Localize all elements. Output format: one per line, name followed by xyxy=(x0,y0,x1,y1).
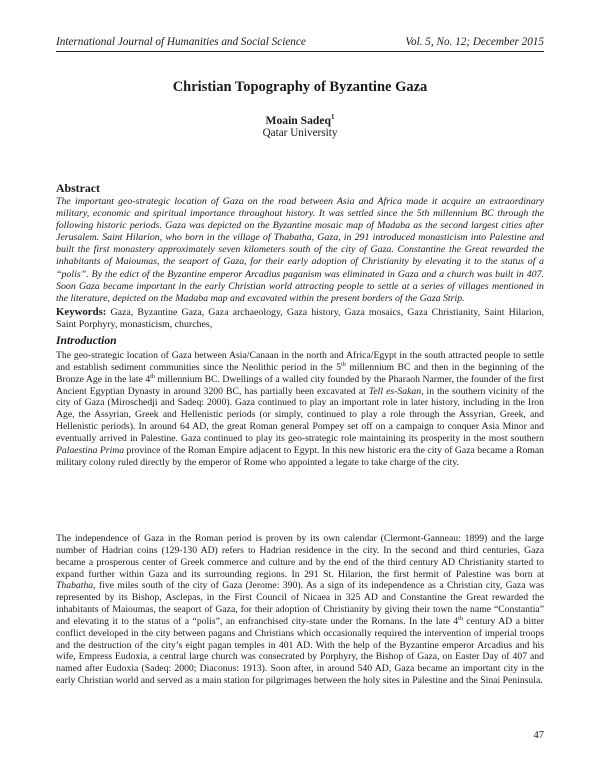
keywords-list: Gaza, Byzantine Gaza, Gaza archaeology, Gaza history, Gaza mosaics, Gaza Christianity, Saint Hilarion, Saint Porphyry, monasticism, churches, xyxy=(56,307,544,330)
issue-info: Vol. 5, No. 12; December 2015 xyxy=(405,36,544,48)
author-name xyxy=(56,113,544,127)
introduction-paragraph-1 xyxy=(56,350,544,468)
p2-text-a: The independence of Gaza in the Roman period is proven by its own calendar (Clermont-Ganneau: 1899) and the large number of Hadrian coins (129-130 AD) refers to Hadrian residence in the city. In the second and third centuries, Gaza became a prosperous center of Greek commerce and culture and by the end of the third century AD Christianity started to expand further within Gaza and its surrounding regions. In 291 St. Hilarion, the first hermit of Palestine was born at xyxy=(56,533,544,580)
p1-text-a: The geo-strategic location of Gaza between Asia/Canaan in the north and Africa/Egypt in the south attracted people to settle and establish sediment communities since the Neolithic period in the 5 xyxy=(56,350,544,373)
running-header xyxy=(56,36,544,48)
p2-italic-1: Thabatha xyxy=(56,580,94,592)
p1-text-d: , in the southern vicinity of the city of Gaza (Miroschedji and Sadeq: 2000). Gaza continued to play an important role in later history, including in the Iron Age, the Assyrian, Greek and Hellenistic periods (or simply, continued to play a role through the Assyrian, Greek, and Hellenistic periods). In around 64 AD, the great Roman general Pompey set off on a campaign to conquer Asia Minor and eventually arrived in Palestine. Gaza continued to play its geo-strategic role maintaining its prosperity in the most southern xyxy=(56,385,545,444)
p2-text-b: , five miles south of the city of Gaza (Jerome: 390). As a sign of its independence as a Christian city, Gaza was represented by its Bishop, Asclepas, in the First Council of Nicaea in 325 AD and Constantine the Great rewarded the inhabitants of Maioumas, the seaport of Gaza, for their adoption of Christianity by giving their town the name “Constantia” and elevating it to the status of a “polis”, an enfranchised city-state under the Romans. In the late 4 xyxy=(56,580,544,627)
p1-sup-2: th xyxy=(150,373,155,380)
author-affiliation: Qatar University xyxy=(262,127,338,139)
p1-sup-1: th xyxy=(341,361,346,368)
abstract-text: The important geo-strategic location of Gaza on the road between Asia and Africa made it acquire an extraordinary military, economic and spiritual importance throughout history. It was settled since the 5th millennium BC through the following historic periods. Gaza was depicted on the Byzantine mosaic map of Madaba as the second largest cities after Jerusalem. Saint Hilarion, who born in the village of Thabatha, Gaza, in 291 introduced monasticism into Palestine and built the first monastery approximately seven kilometers south of the city of Gaza. Constantine the Great rewarded the inhabitants of Maioumas, the seaport of Gaza, for their early adoption of Christianity by elevating it to the status of a “polis”. By the edict of the Byzantine emperor Arcadius paganism was eliminated in Gaza and a church was built in 407. Soon Gaza became important in the early Christian world attracting people to settle at a series of villages mentioned in the literature, depicted on the Madaba map and excavated within the present borders of the Gaza Strip. xyxy=(56,196,544,304)
paper-title: Christian Topography of Byzantine Gaza xyxy=(172,79,428,95)
introduction-heading: Introduction xyxy=(56,334,117,347)
author-name-text: Moain Sadeq xyxy=(265,113,331,127)
p1-text-c: millennium BC. Dwellings of a walled city founded by the Pharaoh Narmer, the founder of the first Ancient Egyptian Dynasty in around 3200 BC, has partially been excavated at xyxy=(56,373,545,397)
p2-text-c: century AD a bitter conflict developed in the city between pagans and Christians which occasionally required the intervention of imperial troops and the destruction of the city’s eight pagan temples in 401 AD. With the help of the Byzantine emperor Arcadius and his wife, Empress Eudoxia, a central large church was consecrated by Porphyry, the Bishop of Gaza, on Easter Day of 407 and named after Eudoxia (Sadeq: 2000; Diaconus: 1913). Soon after, in around 540 AD, Gaza became an important city in the early Christian world and served as a main station for pilgrimages between the holy sites in Palestine and the Sinai Peninsula. xyxy=(56,615,545,687)
author-footnote-mark: 1 xyxy=(330,113,335,121)
keywords-label: Keywords: xyxy=(56,306,107,318)
page-number: 47 xyxy=(533,730,544,741)
introduction-paragraph-2 xyxy=(56,533,544,687)
p1-italic-2: Palaestina Prima xyxy=(56,444,125,456)
p1-text-e: province of the Roman Empire adjacent to Egypt. In this new historic era the city of Gaza became a Roman military colony ruled directly by the emperor of Rome who appointed a legate to take charge of the city. xyxy=(56,444,544,468)
keywords xyxy=(56,306,544,331)
p1-text-b: millennium BC and then in the beginning of the Bronze Age in the late 4 xyxy=(56,361,544,385)
journal-name: International Journal of Humanities and Social Science xyxy=(56,36,306,48)
p1-italic-1: Tell es-Sakan xyxy=(368,385,422,397)
abstract-heading: Abstract xyxy=(56,181,100,195)
header-rule xyxy=(56,51,544,52)
p2-sup-1: th xyxy=(458,615,463,622)
